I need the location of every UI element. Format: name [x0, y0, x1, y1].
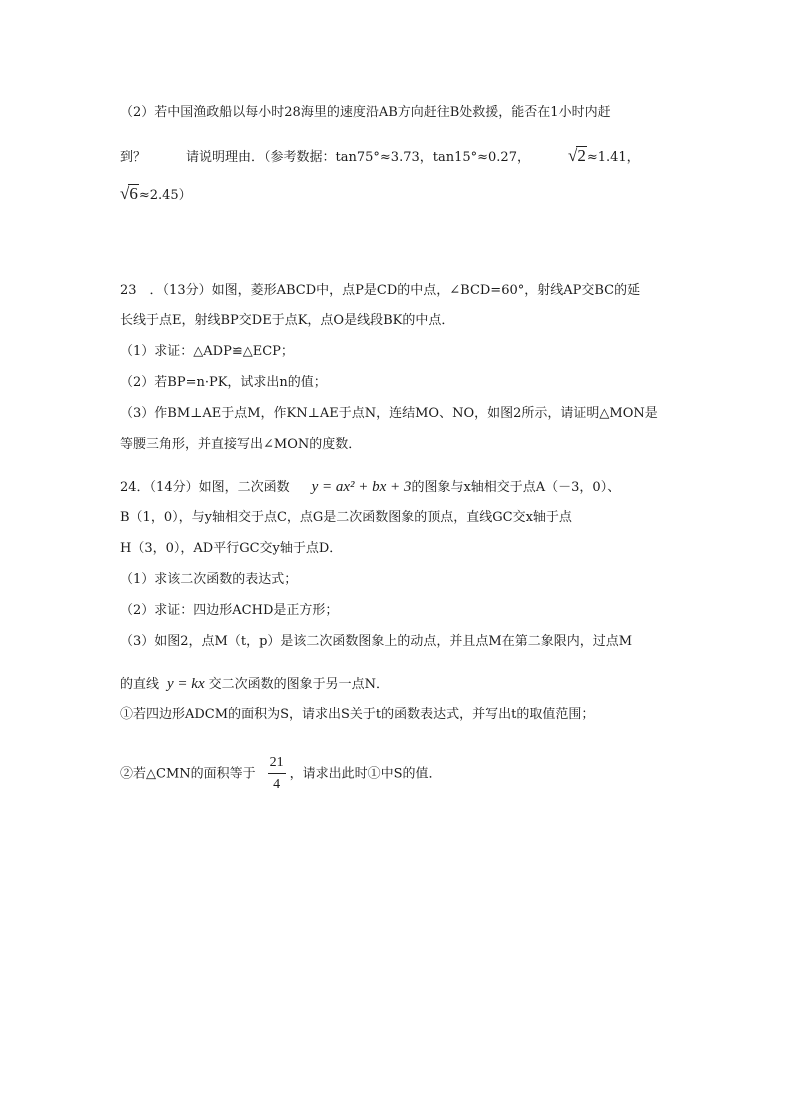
q22-line-2-start: 到？ — [120, 150, 147, 165]
q23-line-5: （3）作BM⊥AE于点M，作KN⊥AE于点N，连结MO、NO，如图2所示，请证明△MON是 — [120, 406, 658, 421]
q23-line-4: （2）若BP=n·PK，试求出n的值； — [120, 375, 327, 390]
q24-line-3: H（3，0），AD平行GC交y轴于点D． — [120, 541, 343, 556]
q24-line-7-end: 交二次函数的图象于另一点N． — [208, 677, 390, 692]
q22-line-3 — [120, 184, 192, 205]
line-formula: y = kx — [167, 676, 205, 692]
q24-line-5: （2）求证：四边形ACHD是正方形； — [120, 603, 339, 618]
q24-line-9-end: ，请求出此时①中S的值． — [289, 766, 442, 782]
q24-line-1 — [120, 478, 620, 497]
q22-line-2 — [120, 146, 640, 167]
q24-line-9-start: ②若△CMN的面积等于 — [120, 766, 256, 782]
q24-line-6: （3）如图2，点M（t，p）是该二次函数图象上的动点，并且点M在第二象限内，过点M — [120, 634, 633, 649]
q24-line-9 — [120, 754, 442, 794]
q23-line-3: （1）求证：△ADP≌△ECP； — [120, 344, 294, 359]
q22-line-1: （2）若中国渔政船以每小时28海里的速度沿AB方向赶往B处救援，能否在1小时内赶 — [120, 105, 611, 120]
q24-line-8: ①若四边形ADCM的面积为S，请求出S关于t的函数表达式，并写出t的取值范围； — [120, 707, 595, 722]
q24-line-4: （1）求该二次函数的表达式； — [120, 572, 298, 587]
q24-line-1-end: 的图象与x轴相交于点A（－3，0）、 — [411, 480, 621, 495]
q23-line-6: 等腰三角形，并直接写出∠MON的度数． — [120, 437, 362, 452]
sqrt6-value: ≈2.45） — [138, 188, 192, 203]
quadratic-formula: y = ax² + bx + 3 — [311, 479, 412, 495]
q24-line-2: B（1，0），与y轴相交于点C，点G是二次函数图象的顶点，直线GC交x轴于点 — [120, 510, 572, 525]
q22-line-2-ref: 请说明理由．（参考数据：tan75°≈3.73，tan15°≈0.27， — [186, 150, 530, 165]
fraction-21-over-4: $\frac{21}{4}$ — [269, 755, 284, 792]
sqrt2-symbol: √2 — [567, 146, 586, 165]
q24-line-7-start: 的直线 — [120, 677, 160, 692]
q24-line-1-start: 24．（14分）如图，二次函数 — [120, 480, 290, 495]
q24-line-7 — [120, 675, 389, 694]
q23-line-1: 23 ．（13分）如图，菱形ABCD中，点P是CD的中点，∠BCD=60°，射线AP交BC的延 — [120, 283, 641, 298]
q23-line-2: 长线于点E，射线BP交DE于点K，点O是线段BK的中点． — [120, 313, 455, 328]
sqrt6-symbol: √6 — [120, 184, 138, 203]
sqrt2-value: ≈1.41， — [586, 150, 640, 165]
